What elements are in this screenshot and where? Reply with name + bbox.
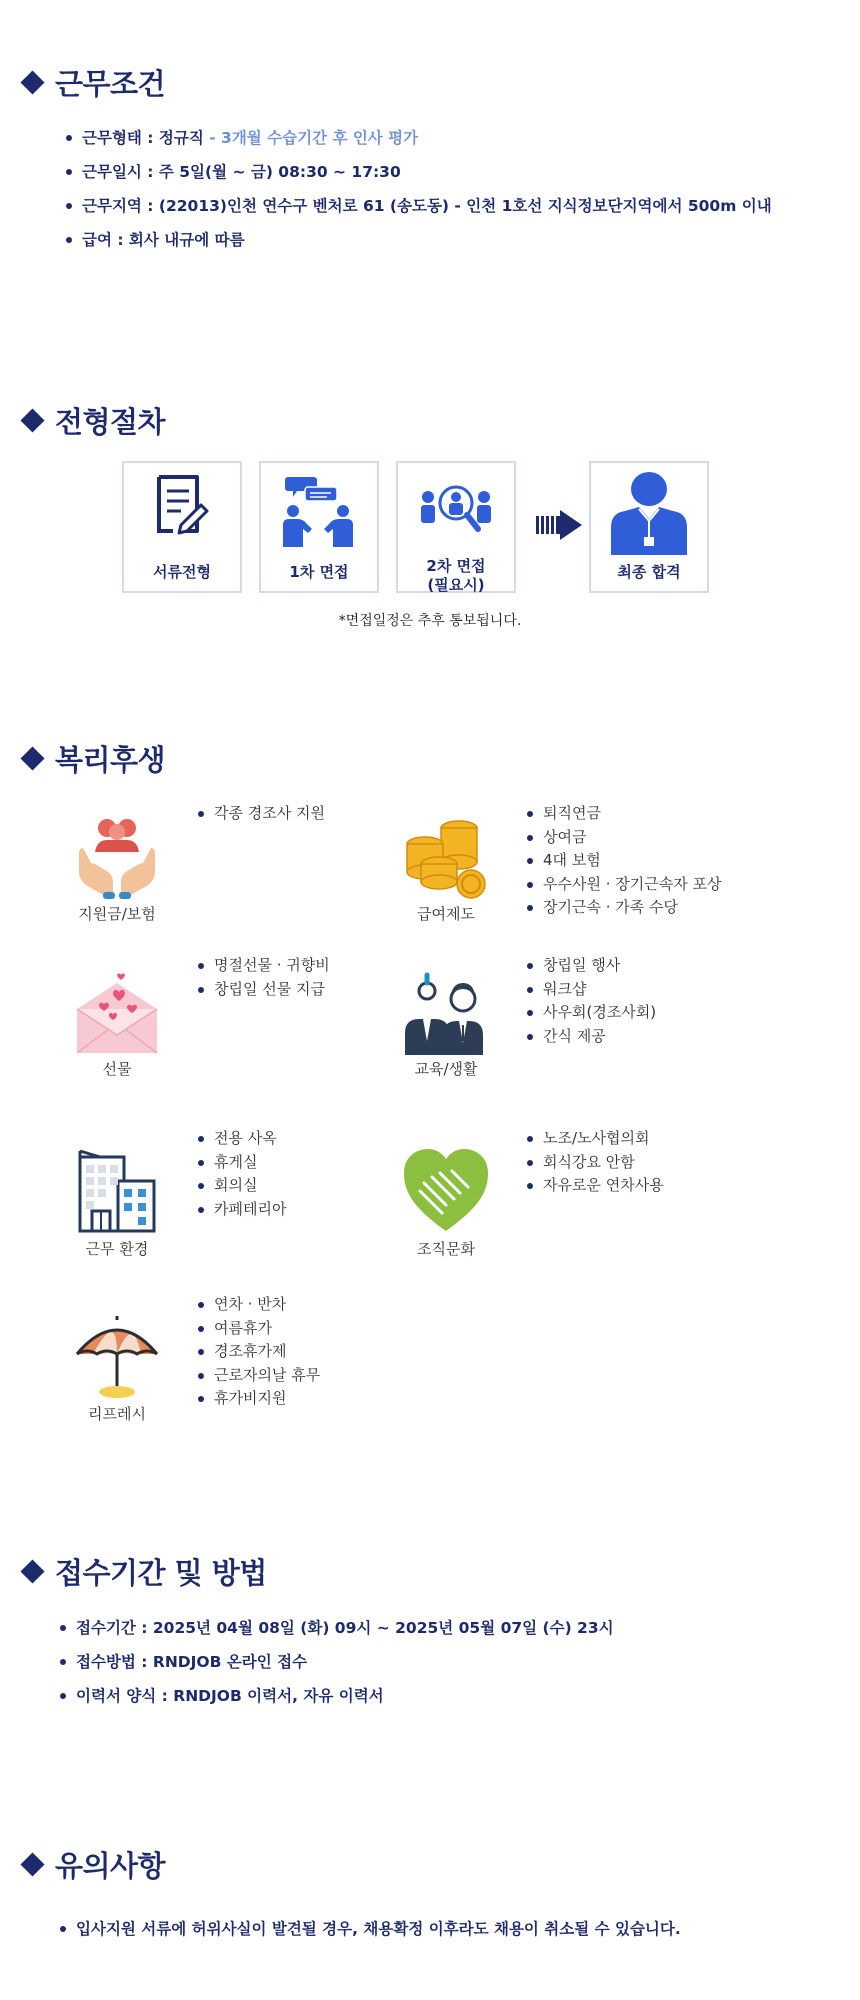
welfare-list-environment <box>198 1127 286 1221</box>
condition-item <box>66 223 772 257</box>
diamond-bullet-icon <box>20 1852 44 1876</box>
welfare-item: 각종 경조사 지원 <box>198 802 325 826</box>
businessmen-icon <box>386 955 506 1055</box>
apply-title: 접수기간 및 방법 <box>55 1556 267 1590</box>
apply-item: 접수기간 : 2025년 04월 08일 (화) 09시 ~ 2025년 05월 07일 (수) 23시 <box>60 1611 614 1645</box>
arrow-right-icon <box>536 508 584 546</box>
interview-people-icon <box>261 471 377 549</box>
apply-item: 접수방법 : RNDJOB 온라인 접수 <box>60 1645 614 1679</box>
welfare-list-salary <box>527 802 721 920</box>
heart-handshake-icon <box>386 1130 506 1233</box>
condition-item <box>66 189 772 223</box>
welfare-group-label: 리프레시 <box>88 1405 146 1423</box>
welfare-item: 퇴직연금 <box>527 802 721 826</box>
welfare-item: 장기근속 · 가족 수당 <box>527 896 721 920</box>
welfare-item: 연차 · 반차 <box>198 1293 320 1317</box>
condition-item <box>66 155 772 189</box>
process-step-label: 최종 합격 <box>617 563 681 581</box>
welfare-item: 창립일 행사 <box>527 954 656 978</box>
person-badge-icon <box>591 471 707 549</box>
welfare-item: 근로자의날 휴무 <box>198 1364 320 1388</box>
process-step-label: 1차 면접 <box>289 563 349 581</box>
welfare-title: 복리후생 <box>55 743 166 777</box>
welfare-list-refresh <box>198 1293 320 1411</box>
welfare-group-label: 지원금/보험 <box>78 905 156 923</box>
section-title-notice <box>24 1844 165 1885</box>
welfare-item: 우수사원 · 장기근속자 포상 <box>527 873 721 897</box>
welfare-list-culture <box>527 1127 664 1198</box>
welfare-group-label: 조직문화 <box>417 1240 475 1258</box>
section-title-apply <box>24 1551 267 1592</box>
notice-list <box>60 1912 681 1946</box>
section-title-process <box>24 400 165 441</box>
welfare-item: 회식강요 안함 <box>527 1151 664 1175</box>
beach-umbrella-icon <box>57 1300 177 1398</box>
coins-icon <box>386 805 506 900</box>
notice-item: 입사지원 서류에 허위사실이 발견될 경우, 채용확정 이후라도 채용이 취소될 수 있습니다. <box>60 1912 681 1946</box>
welfare-item: 회의실 <box>198 1174 286 1198</box>
step-label-text: 2차 면접 (필요시) <box>426 557 486 594</box>
diamond-bullet-icon <box>20 746 44 770</box>
welfare-item: 경조휴가제 <box>198 1340 320 1364</box>
apply-item: 이력서 양식 : RNDJOB 이력서, 자유 이력서 <box>60 1679 614 1713</box>
welfare-item: 사우회(경조사회) <box>527 1001 656 1025</box>
condition-label: 근무지역 : (22013)인천 연수구 벤처로 61 (송도동) - 인천 1호선 지식정보단지역에서 500m 이내 <box>82 197 772 215</box>
condition-extra: - 3개월 수습기간 후 인사 평가 <box>203 129 419 147</box>
diamond-bullet-icon <box>20 1559 44 1583</box>
section-title-welfare <box>24 738 165 779</box>
envelope-hearts-icon <box>57 955 177 1055</box>
condition-label: 근무일시 : 주 5일(월 ~ 금) 08:30 ~ 17:30 <box>82 163 401 181</box>
welfare-item: 간식 제공 <box>527 1025 656 1049</box>
welfare-item: 워크샵 <box>527 978 656 1002</box>
welfare-list-support <box>198 802 325 826</box>
welfare-item: 명절선물 · 귀향비 <box>198 954 330 978</box>
condition-item <box>66 121 772 155</box>
notice-title: 유의사항 <box>55 1849 166 1883</box>
process-step-2 <box>259 461 379 593</box>
conditions-list <box>66 121 772 257</box>
process-step-label <box>398 557 514 595</box>
welfare-group-label: 근무 환경 <box>85 1240 149 1258</box>
process-step-label: 서류전형 <box>153 563 211 581</box>
diamond-bullet-icon <box>20 70 44 94</box>
welfare-item: 전용 사옥 <box>198 1127 286 1151</box>
diamond-bullet-icon <box>20 408 44 432</box>
process-step-1 <box>122 461 242 593</box>
welfare-item: 상여금 <box>527 826 721 850</box>
section-title-conditions <box>24 62 165 103</box>
process-step-4 <box>589 461 709 593</box>
welfare-item: 노조/노사협의회 <box>527 1127 664 1151</box>
welfare-group-label: 선물 <box>102 1060 132 1078</box>
process-step-3 <box>396 461 516 593</box>
welfare-item: 4대 보험 <box>527 849 721 873</box>
magnifier-people-icon <box>398 471 514 549</box>
document-pen-icon <box>124 471 240 549</box>
apply-list <box>60 1611 614 1713</box>
condition-label: 급여 : 회사 내규에 따름 <box>82 231 245 249</box>
welfare-item: 휴게실 <box>198 1151 286 1175</box>
welfare-group-label: 급여제도 <box>417 905 475 923</box>
conditions-title: 근무조건 <box>55 67 166 101</box>
welfare-item: 자유로운 연차사용 <box>527 1174 664 1198</box>
welfare-item: 카페테리아 <box>198 1198 286 1222</box>
welfare-list-gift <box>198 954 330 1001</box>
hands-people-icon <box>57 805 177 900</box>
process-note: *면접일정은 추후 통보됩니다. <box>338 613 522 629</box>
welfare-item: 여름휴가 <box>198 1317 320 1341</box>
welfare-item: 창립일 선물 지급 <box>198 978 330 1002</box>
process-title: 전형절차 <box>55 405 166 439</box>
welfare-list-education <box>527 954 656 1048</box>
welfare-group-label: 교육/생활 <box>414 1060 478 1078</box>
office-building-icon <box>57 1130 177 1233</box>
condition-label: 근무형태 : 정규직 <box>82 129 204 147</box>
welfare-item: 휴가비지원 <box>198 1387 320 1411</box>
